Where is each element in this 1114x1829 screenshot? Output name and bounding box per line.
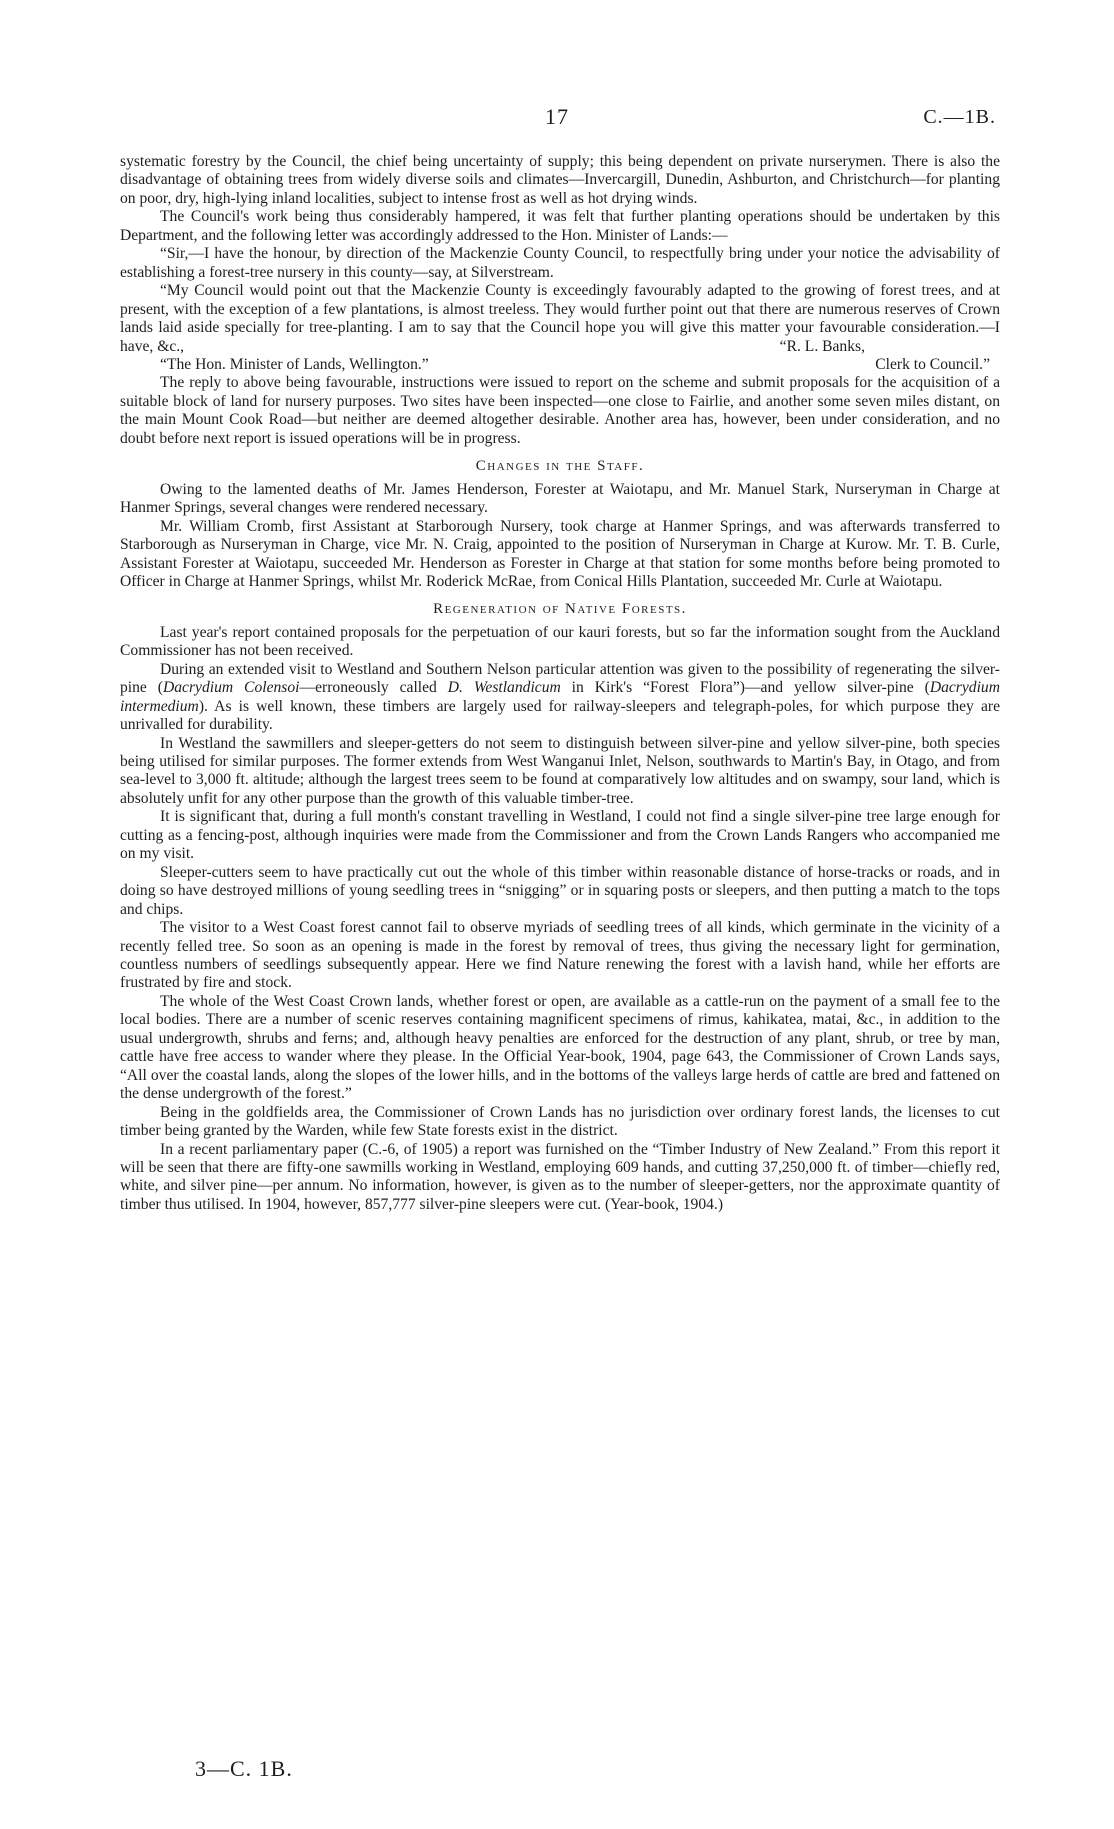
page-header bbox=[0, 104, 1114, 134]
text-run: ). As is well known, these timbers are largely used for railway-sleepers and telegraph-poles, for which purpose they are unrivalled for durability. bbox=[120, 697, 1000, 734]
page-number: 17 bbox=[545, 104, 569, 129]
paragraph: The Council's work being thus considerably hampered, it was felt that further planting operations should be undertaken by this Department, and the following letter was accordingly addressed to the Hon. Minister of Lands:— bbox=[120, 208, 1000, 244]
paragraph: Last year's report contained proposals for the perpetuation of our kauri forests, but so far the information sought from the Auckland Commissioner has not been received. bbox=[120, 623, 1000, 660]
letter-paragraph: “Sir,—I have the honour, by direction of the Mackenzie County Council, to respectfully bring under your notice the advisability of establishing a forest-tree nursery in this county—say, at Silverstream. bbox=[120, 245, 1000, 281]
section-heading: Changes in the Staff. bbox=[475, 458, 645, 475]
section-heading: Regeneration of Native Forests. bbox=[433, 601, 687, 618]
species-name: D. Westlandicum bbox=[447, 679, 561, 697]
text-run: in Kirk's “Forest Flora”)—and yellow silver-pine ( bbox=[560, 679, 930, 697]
paragraph: The visitor to a West Coast forest cannot fail to observe myriads of seedling trees of all kinds, which germinate in the vicinity of a recently felled tree. So soon as an opening is made in the forest by removal of trees, thus giving the necessary light for germination, countless numbers of seedlings subsequently appear. Here we find Nature renewing the forest with a lavish hand, while her efforts are frustrated by fire and stock. bbox=[120, 919, 1000, 992]
letter-signature-row bbox=[120, 356, 1000, 374]
body-text bbox=[120, 153, 1000, 1214]
paragraph: Being in the goldfields area, the Commissioner of Crown Lands has no jurisdiction over ordinary forest lands, the licenses to cut timber being granted by the Warden, while few State forests exist in the district. bbox=[120, 1103, 1000, 1140]
letter-signatory-name: “R. L. Banks, bbox=[779, 337, 865, 355]
paragraph: systematic forestry by the Council, the chief being uncertainty of supply; this being dependent on private nurserymen. There is also the disadvantage of obtaining trees from widely diverse soils and climates—Invercargill, Dunedin, Ashburton, and Christchurch—for planting on poor, dry, high-lying inland localities, subject to intense frost as well as hot drying winds. bbox=[120, 153, 1000, 207]
paper-code: C.—1B. bbox=[923, 106, 996, 128]
paragraph: It is significant that, during a full month's constant travelling in Westland, I could not find a single silver-pine tree large enough for cutting as a fencing-post, although inquiries were made from the Commissioner and from the Crown Lands Rangers who accompanied me on my visit. bbox=[120, 808, 1000, 863]
paragraph: In Westland the sawmillers and sleeper-getters do not seem to distinguish between silver-pine and yellow silver-pine, both species being utilised for similar purposes. The former extends from West Wanganui Inlet, Nelson, southwards to Martin's Bay, in Otago, and from sea-level to 3,000 ft. altitude; although the largest trees seem to be found at comparatively low altitudes and on swampy, sour land, which is absolutely unfit for any other purpose than the growth of this valuable timber-tree. bbox=[120, 734, 1000, 807]
paragraph: Owing to the lamented deaths of Mr. James Henderson, Forester at Waiotapu, and Mr. Manuel Stark, Nurseryman in Charge at Hanmer Springs, several changes were rendered necessary. bbox=[120, 480, 1000, 517]
paragraph: In a recent parliamentary paper (C.-6, of 1905) a report was furnished on the “Timber Industry of New Zealand.” From this report it will be seen that there are fifty-one sawmills working in Westland, employing 609 hands, and cutting 37,250,000 ft. of timber—chiefly red, white, and silver pine—per annum. No information, however, is given as to the number of sleeper-getters, nor the approximate quantity of timber thus utilised. In 1904, however, 857,777 silver-pine sleepers were cut. (Year-book, 1904.) bbox=[120, 1140, 1000, 1213]
letter-paragraph: “My Council would point out that the Mackenzie County is exceedingly favourably adapted to the growing of forest trees, and at present, with the exception of a few plantations, is almost treeless. They would further point out that there are numerous reserves of Crown lands laid aside specially for tree-planting. I am to say that the Council hope you will give this matter your favourable consideration.—I have, &c., “R. L. Banks, bbox=[120, 282, 1000, 355]
species-name: Dacrydium intermedium bbox=[120, 679, 1000, 715]
letter-addressee: “The Hon. Minister of Lands, Wellington.” bbox=[160, 355, 429, 373]
species-name: Dacrydium Colensoi bbox=[162, 679, 300, 697]
footer-code: 3—C. 1B. bbox=[195, 1756, 293, 1781]
paragraph: Sleeper-cutters seem to have practically cut out the whole of this timber within reasonable distance of horse-tracks or roads, and in doing so have destroyed millions of young seedling trees in “snigging” or in squaring posts or sleepers, and then putting a match to the tops and chips. bbox=[120, 863, 1000, 918]
paragraph: Mr. William Cromb, first Assistant at Starborough Nursery, took charge at Hanmer Springs, and was afterwards transferred to Starborough as Nurseryman in Charge, vice Mr. N. Craig, appointed to the position of Nurseryman in Charge at Kurow. Mr. T. B. Curle, Assistant Forester at Waiotapu, succeeded Mr. Henderson as Forester in Charge at that station for some months before being promoted to Officer in Charge at Hanmer Springs, whilst Mr. Roderick McRae, from Conical Hills Plantation, succeeded Mr. Curle at Waiotapu. bbox=[120, 517, 1000, 590]
text-run: —erroneously called bbox=[299, 679, 448, 697]
paragraph bbox=[120, 661, 1000, 735]
paragraph: The reply to above being favourable, instructions were issued to report on the scheme and submit proposals for the acquisition of a suitable block of land for nursery purposes. Two sites have been inspected—one close to Fairlie, and another some seven miles distant, on the main Mount Cook Road—but neither are deemed altogether desirable. Another area has, however, been under consideration, and no doubt before next report is issued operations will be in progress. bbox=[120, 374, 1000, 447]
paragraph: The whole of the West Coast Crown lands, whether forest or open, are available as a cattle-run on the payment of a small fee to the local bodies. There are a number of scenic reserves containing magnificent specimens of rimus, kahikatea, matai, &c., in addition to the usual undergrowth, shrubs and ferns; and, although heavy penalties are enforced for the destruction of any plant, shrub, or tree by man, cattle have free access to wander where they please. In the Official Year-book, 1904, page 643, the Commissioner of Crown Lands says, “All over the coastal lands, along the slopes of the lower hills, and in the bottoms of the valleys large herds of cattle are bred and fattened on the dense undergrowth of the forest.” bbox=[120, 992, 1000, 1103]
text-run: During an extended visit to Westland and Southern Nelson particular attention was given to the possibility of regenerating the silver-pine ( bbox=[120, 660, 1000, 697]
letter-signatory-title: Clerk to Council.” bbox=[875, 355, 990, 373]
